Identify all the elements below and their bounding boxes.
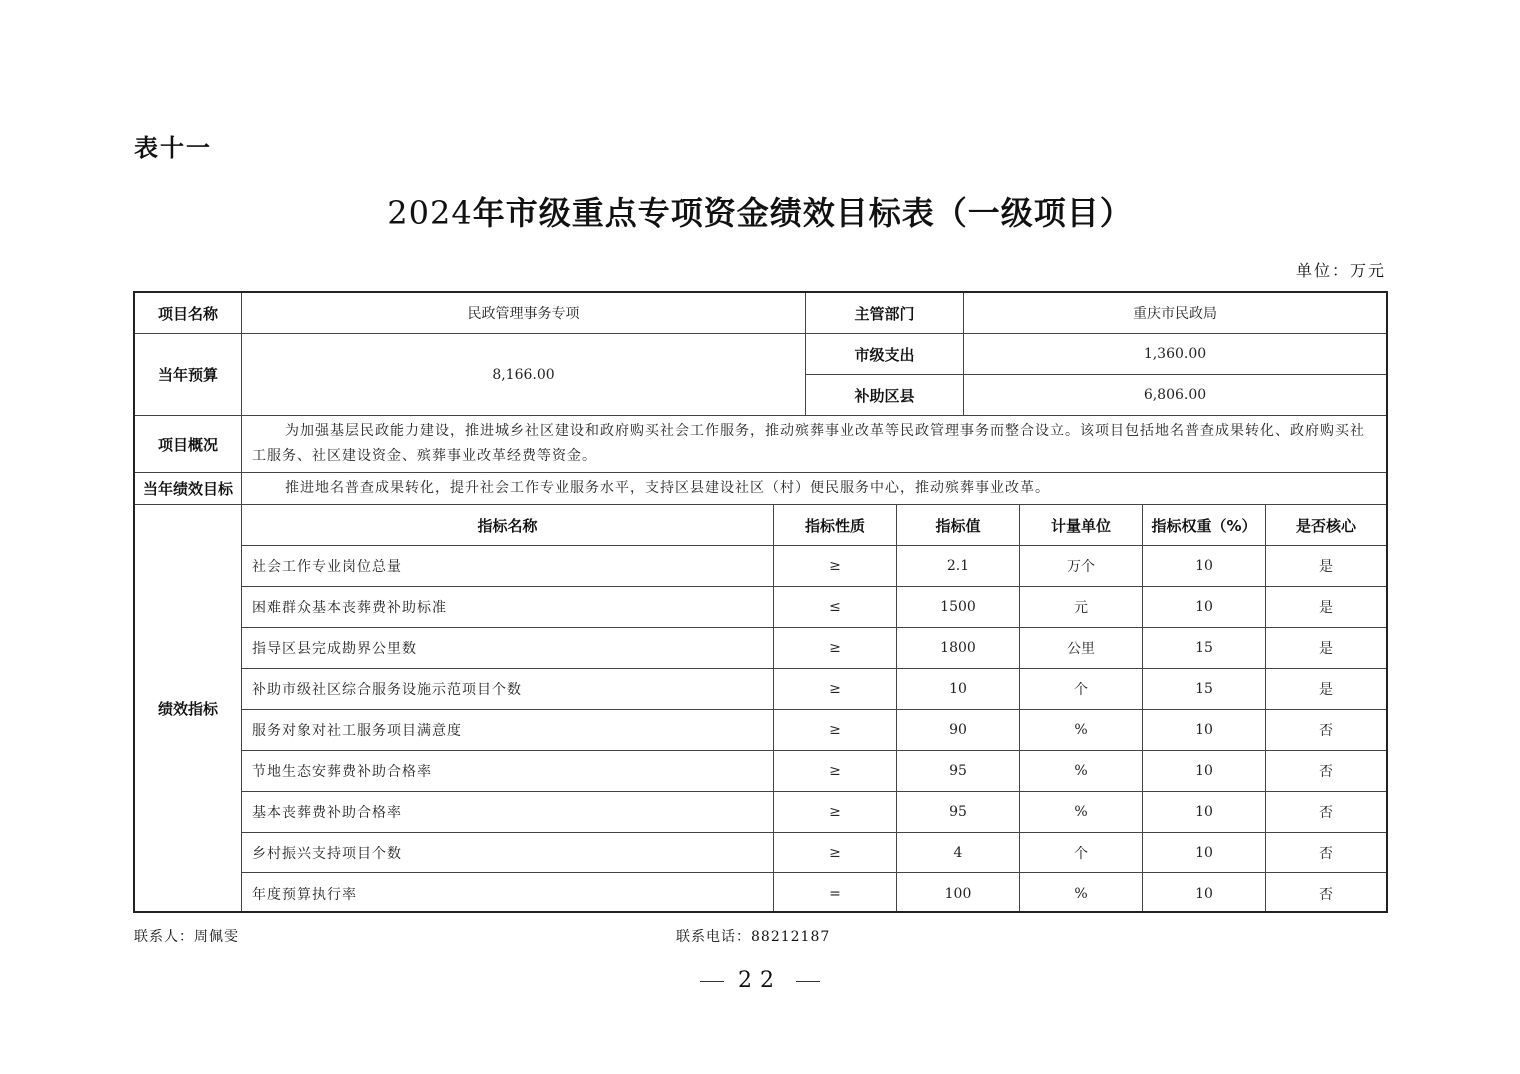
department-label: 主管部门 — [854, 304, 915, 323]
row-2-indicator-name: 困难群众基本丧葬费补助标准 — [252, 600, 447, 616]
title-text: 年市级重点专项资金绩效目标表（一级项目） — [472, 194, 1133, 232]
row-3-is-core: 是 — [1319, 641, 1333, 657]
row-6-weight: 10 — [1195, 763, 1213, 779]
row-9-is-core: 否 — [1319, 887, 1333, 903]
row-9-indicator-value: 100 — [944, 886, 972, 902]
row-7-is-core: 否 — [1319, 805, 1333, 821]
row-2-is-core: 是 — [1319, 600, 1333, 616]
row-2-weight: 10 — [1195, 599, 1213, 615]
row-5-indicator-nature: ≥ — [829, 722, 841, 738]
header-indicator-name: 指标名称 — [477, 516, 538, 535]
department-value: 重庆市民政局 — [1133, 306, 1217, 322]
row-5-weight: 10 — [1195, 722, 1213, 738]
row-1-is-core: 是 — [1319, 559, 1333, 575]
row-3-indicator-nature: ≥ — [829, 640, 841, 656]
header-indicator-value: 指标值 — [935, 516, 981, 535]
row-4-is-core: 是 — [1319, 682, 1333, 698]
budget-value: 8,166.00 — [492, 366, 555, 383]
row-8-weight: 10 — [1195, 845, 1213, 861]
row-4-indicator-name: 补助市级社区综合服务设施示范项目个数 — [252, 682, 522, 698]
row-1-indicator-value: 2.1 — [946, 558, 970, 574]
row-7-unit: % — [1074, 804, 1088, 820]
row-3-indicator-name: 指导区县完成勘界公里数 — [252, 641, 417, 657]
row-7-weight: 10 — [1195, 804, 1213, 820]
city-expense-value: 1,360.00 — [1143, 346, 1207, 362]
header-is-core: 是否核心 — [1295, 516, 1356, 535]
overview-paragraph: 为加强基层民政能力建设，推进城乡社区建设和政府购买社会工作服务，推动殡葬事业改革等民政管理事务而整合设立。该项目包括地名普查成果转化、政府购买社工服务、社区建设资金、殡葬事业改革经费等资金。 — [252, 423, 1365, 464]
district-subsidy-label: 补助区县 — [854, 386, 915, 405]
annual-goal-text — [242, 473, 1386, 504]
row-6-unit: % — [1074, 763, 1088, 779]
row-7-indicator-name: 基本丧葬费补助合格率 — [252, 805, 402, 821]
row-8-indicator-name: 乡村振兴支持项目个数 — [252, 846, 402, 862]
row-9-indicator-nature: = — [829, 886, 841, 902]
row-1-weight: 10 — [1195, 558, 1213, 574]
page-number-value: 22 — [738, 968, 782, 993]
row-9-indicator-name: 年度预算执行率 — [252, 887, 357, 903]
unit-note: 单位：万元 — [1295, 261, 1386, 280]
overview-label: 项目概况 — [157, 435, 218, 454]
row-8-indicator-value: 4 — [953, 845, 963, 861]
contact-person: 联系人：周佩雯 — [134, 929, 239, 945]
page-number — [0, 968, 1520, 993]
row-4-indicator-nature: ≥ — [829, 681, 841, 697]
row-3-weight: 15 — [1195, 640, 1213, 656]
city-expense-label: 市级支出 — [854, 345, 915, 364]
row-2-unit: 元 — [1074, 600, 1088, 616]
district-subsidy-value: 6,806.00 — [1143, 387, 1207, 403]
row-4-unit: 个 — [1074, 682, 1088, 698]
row-7-indicator-nature: ≥ — [829, 804, 841, 820]
row-5-is-core: 否 — [1319, 723, 1333, 739]
overview-text — [242, 416, 1386, 472]
annual-goal-paragraph: 推进地名普查成果转化，提升社会工作专业服务水平，支持区县建设社区（村）便民服务中心，推动殡葬事业改革。 — [285, 480, 1050, 496]
title-year: 2024 — [387, 194, 473, 232]
document-title — [0, 188, 1520, 234]
row-1-unit: 万个 — [1067, 559, 1095, 575]
header-unit: 计量单位 — [1050, 516, 1111, 535]
row-4-weight: 15 — [1195, 681, 1213, 697]
row-5-indicator-value: 90 — [949, 722, 967, 738]
row-2-indicator-value: 1500 — [940, 599, 976, 615]
annual-goal-label: 当年绩效目标 — [142, 480, 233, 498]
row-5-unit: % — [1074, 722, 1088, 738]
performance-target-table — [133, 291, 1388, 913]
row-3-unit: 公里 — [1067, 641, 1095, 657]
header-weight: 指标权重（%） — [1151, 516, 1257, 535]
indicators-section-label: 绩效指标 — [157, 699, 218, 718]
row-6-indicator-nature: ≥ — [829, 763, 841, 779]
project-name-value: 民政管理事务专项 — [467, 306, 580, 322]
project-name-label: 项目名称 — [157, 304, 218, 323]
row-6-is-core: 否 — [1319, 764, 1333, 780]
row-1-indicator-name: 社会工作专业岗位总量 — [252, 559, 402, 575]
row-1-indicator-nature: ≥ — [829, 558, 841, 574]
row-6-indicator-value: 95 — [949, 763, 967, 779]
row-9-weight: 10 — [1195, 886, 1213, 902]
table-label: 表十一 — [134, 134, 212, 162]
row-4-indicator-value: 10 — [949, 681, 967, 697]
row-9-unit: % — [1074, 886, 1088, 902]
row-5-indicator-name: 服务对象对社工服务项目满意度 — [252, 723, 462, 739]
row-8-is-core: 否 — [1319, 846, 1333, 862]
row-8-unit: 个 — [1074, 846, 1088, 862]
row-2-indicator-nature: ≤ — [829, 599, 841, 615]
row-8-indicator-nature: ≥ — [829, 845, 841, 861]
header-indicator-nature: 指标性质 — [804, 516, 865, 535]
row-7-indicator-value: 95 — [949, 804, 967, 820]
row-6-indicator-name: 节地生态安葬费补助合格率 — [252, 764, 432, 780]
budget-label: 当年预算 — [157, 366, 218, 384]
contact-phone: 联系电话：88212187 — [676, 929, 831, 945]
row-3-indicator-value: 1800 — [940, 640, 976, 656]
